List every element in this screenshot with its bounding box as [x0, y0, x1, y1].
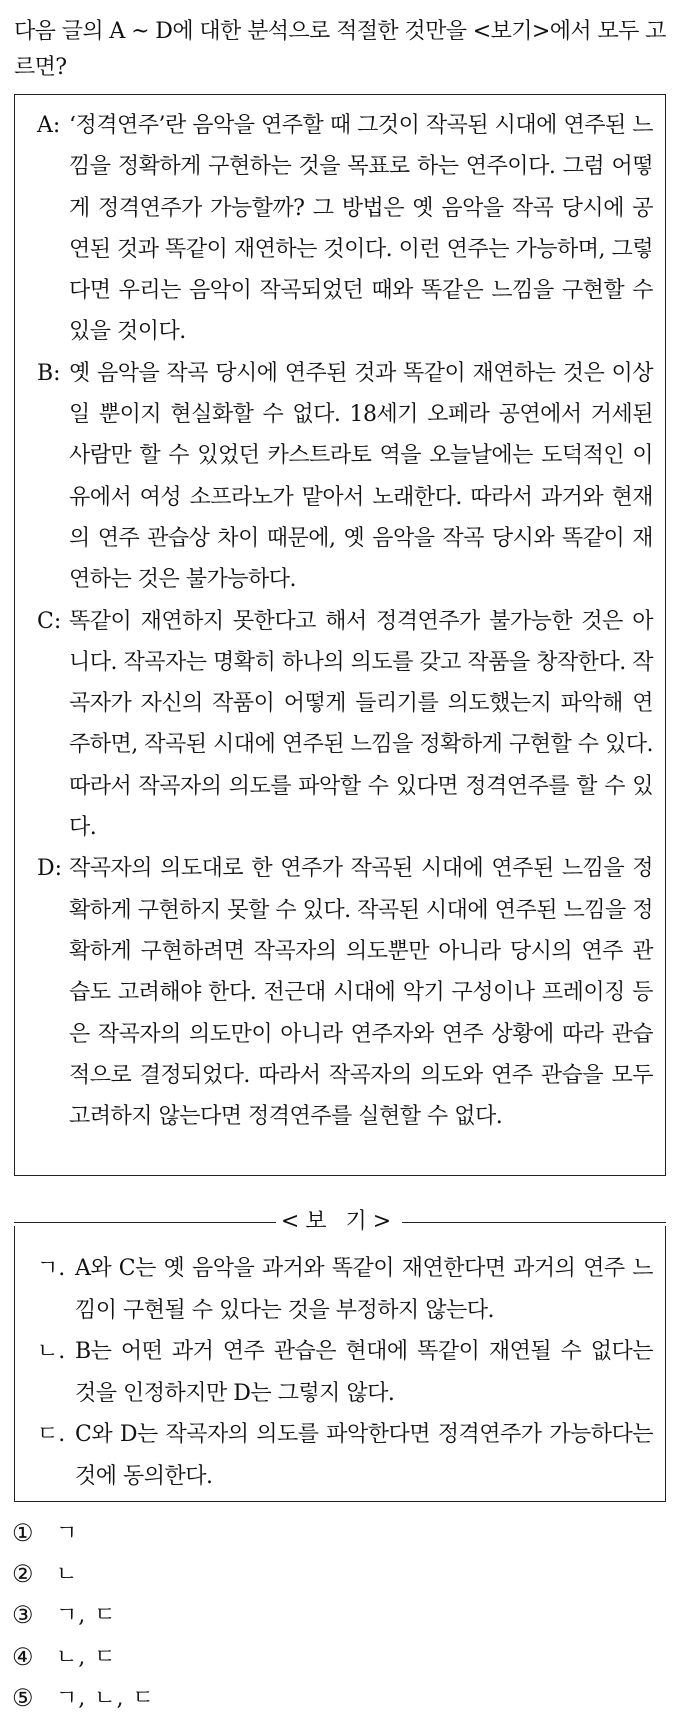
bogi-box — [14, 1226, 666, 1502]
paragraph-text: 옛 음악을 작곡 당시에 연주된 것과 똑같이 재연하는 것은 이상일 뿐이지 현실화할 수 없다. 18세기 오페라 공연에서 거세된 사람만 할 수 있었던 카스트라토 역을 오늘날에는 도덕적인 이유에서 여성 소프라노가 맡아서 노래한다. 따라서 과거와 현재의 연주 관습상 차이 때문에, 옛 음악을 작곡 당시와 똑같이 재연하는 것은 불가능하다. — [69, 360, 653, 593]
passage-paragraph-c — [37, 601, 653, 849]
paragraph-label: C: — [37, 608, 62, 634]
bogi-divider-left — [14, 1222, 276, 1223]
choice-1[interactable] — [12, 1513, 652, 1554]
paragraph-label: D: — [37, 856, 63, 882]
bogi-items — [37, 1248, 653, 1497]
bogi-item-text: C와 D는 작곡자의 의도를 파악한다면 정격연주가 가능하다는 것에 동의한다. — [75, 1422, 653, 1489]
choice-number: ④ — [12, 1642, 34, 1671]
choice-value: ㄱ, ㄴ, ㄷ — [56, 1685, 155, 1711]
paragraph-label: A: — [37, 113, 61, 138]
choice-number: ① — [12, 1519, 34, 1547]
passage-paragraph-d — [37, 848, 653, 1137]
passage-paragraph-b — [37, 353, 653, 601]
bogi-item-text: A와 C는 옛 음악을 과거와 똑같이 재연한다면 과거의 연주 느낌이 구현될 수 있다는 것을 부정하지 않는다. — [75, 1256, 653, 1323]
paragraph-text: ‘정격연주’란 음악을 연주할 때 그것이 작곡된 시대에 연주된 느낌을 정확하게 구현하는 것을 목표로 하는 연주이다. 그럼 어떻게 정격연주가 가능할까? 그 방법은 옛 음악을 작곡 당시에 공연된 것과 똑같이 재연하는 것이다. 이런 연주는 가능하며, 그렇다면 우리는 음악이 작곡되었던 때와 똑같은 느낌을 구현할 수 있을 것이다. — [69, 113, 653, 345]
choice-3[interactable] — [12, 1595, 652, 1636]
choice-number: ⑤ — [12, 1683, 34, 1712]
bogi-item-nieun — [37, 1331, 653, 1414]
choice-4[interactable] — [12, 1637, 652, 1678]
answer-choices — [12, 1513, 652, 1719]
choice-value: ㄴ, ㄷ — [56, 1644, 117, 1670]
paragraph-label: B: — [37, 360, 61, 386]
choice-value: ㄴ — [56, 1562, 79, 1588]
bogi-item-marker: ㄱ. — [37, 1256, 66, 1281]
bogi-item-giyeok — [37, 1248, 653, 1331]
choice-value: ㄱ — [56, 1521, 79, 1546]
question-stem: 다음 글의 A ~ D에 대한 분석으로 적절한 것만을 <보기>에서 모두 고르면? — [14, 19, 666, 80]
choice-number: ② — [12, 1560, 34, 1589]
bogi-divider-right — [402, 1222, 666, 1223]
passage-box — [14, 94, 666, 1176]
paragraph-text: 작곡자의 의도대로 한 연주가 작곡된 시대에 연주된 느낌을 정확하게 구현하지 못할 수 있다. 작곡된 시대에 연주된 느낌을 정확하게 구현하려면 작곡자의 의도뿐만 아니라 당시의 연주 관습도 고려해야 한다. 전근대 시대에 악기 구성이나 프레이징 등은 작곡자의 의도만이 아니라 연주자와 연주 상황에 따라 관습적으로 결정되었다. 따라서 작곡자의 의도와 연주 관습을 모두 고려하지 않는다면 정격연주를 실현할 수 없다. — [69, 856, 653, 1130]
paragraph-text: 똑같이 재연하지 못한다고 해서 정격연주가 불가능한 것은 아니다. 작곡자는 명확히 하나의 의도를 갖고 작품을 창작한다. 작곡자가 자신의 작품이 어떻게 들리기를 의도했는지 파악해 연주하면, 작곡된 시대에 연주된 느낌을 정확하게 구현할 수 있다. 따라서 작곡자의 의도를 파악할 수 있다면 정격연주를 할 수 있다. — [69, 608, 653, 841]
choice-5[interactable] — [12, 1678, 652, 1719]
bogi-item-marker: ㄴ. — [37, 1339, 66, 1364]
passage — [37, 105, 653, 1137]
choice-number: ③ — [12, 1601, 34, 1630]
bogi-item-digeut — [37, 1414, 653, 1497]
choice-value: ㄱ, ㄷ — [56, 1603, 117, 1629]
bogi-item-marker: ㄷ. — [37, 1422, 66, 1447]
bogi-title: <보 기> — [280, 1209, 398, 1234]
passage-paragraph-a — [37, 105, 653, 353]
choice-2[interactable] — [12, 1554, 652, 1595]
bogi-item-text: B는 어떤 과거 연주 관습은 현대에 똑같이 재연될 수 없다는 것을 인정하지만 D는 그렇지 않다. — [75, 1339, 653, 1406]
